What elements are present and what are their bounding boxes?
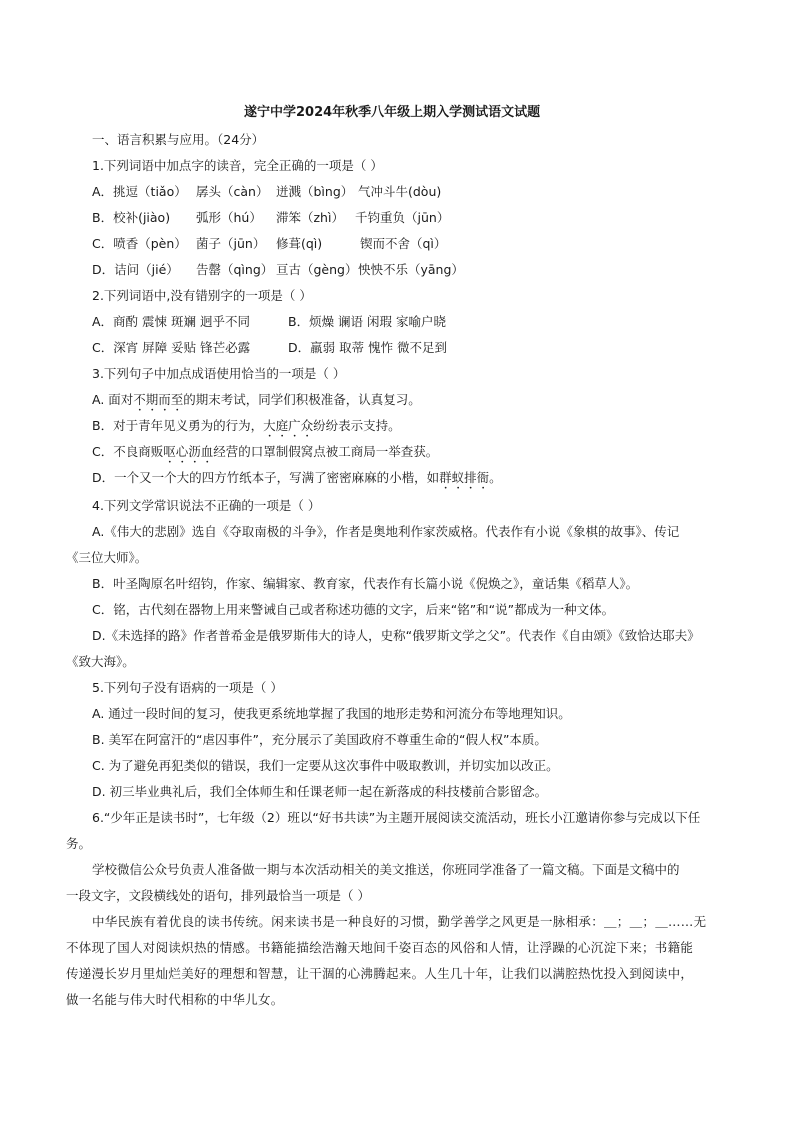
q1-a-2: 孱头（càn） [196,184,269,199]
q3-a-idiom: 不期而至 [133,392,184,407]
q3-d-idiom: 群蚁排衙 [439,470,490,485]
q5-stem: 5.下列句子没有语病的一项是（ ） [92,680,283,695]
q4-option-b: B．叶圣陶原名叶绍钧，作家、编辑家、教育家，代表作有长篇小说《倪焕之》，童话集《稻草人》。 [92,576,639,591]
q3-option-b [92,417,401,440]
q3-d-post: 。 [489,470,502,485]
q1-stem: 1.下列词语中加点字的读音，完全正确的一项是（ ） [92,158,383,173]
q1-b-3: 滞笨（zhì） [276,210,344,225]
q3-a-post: 的期末考试，同学们积极准备，认真复习。 [183,392,421,407]
q3-c-idiom: 呕心沥血 [163,444,214,459]
q5-option-d: D. 初三毕业典礼后，我们全体师生和任课老师一起在新落成的科技楼前合影留念。 [92,784,548,799]
q5-option-a: A. 通过一段时间的复习，使我更系统地掌握了我国的地形走势和河流分布等地理知识。 [92,706,571,721]
q1-b-1: B．校补(jiào) [92,210,171,225]
q3-b-pre: B．对于青年见义勇为的行为， [92,418,264,433]
q1-c-2: 菌子（jūn） [196,236,266,251]
q2-stem: 2.下列词语中,没有错别字的一项是（ ） [92,288,312,303]
q3-option-a [92,391,421,414]
q6-stem-line1: 6.“少年正是读书时”，七年级（2）班以“好书共读”为主题开展阅读交流活动，班长小江邀请你参与完成以下任 [92,810,701,825]
q4-option-d-line2: 《致大海》。 [66,654,135,669]
q2-option-a: A．商酌 震悚 斑斓 迥乎不同 [92,314,250,329]
q3-stem: 3.下列句子中加点成语使用恰当的一项是（ ） [92,366,346,381]
q1-b-2: 弧形（hú） [196,210,262,225]
q1-c-4: 锲而不舍（qì） [360,236,447,251]
q1-a-3: 迸溅（bìng） [276,184,354,199]
exam-title: 遂宁中学2024年秋季八年级上期入学测试语文试题 [244,105,541,120]
q1-c-1: C．喷香（pèn） [92,236,187,251]
section-heading: 一、语言积累与应用。（24分） [92,132,265,147]
q1-b-4: 千钧重负（jūn） [355,210,450,225]
q6-task-line2: 一段文字，文段横线处的语句，排列最恰当一项是（ ） [66,888,370,903]
q5-option-b: B. 美军在阿富汗的“虐囚事件”，充分展示了美国政府不尊重生命的“假人权”本质。 [92,732,547,747]
q3-b-post: 纷纷表示支持。 [313,418,401,433]
q2-option-d: D．羸弱 取蒂 愧怍 微不足到 [288,340,448,355]
q3-c-pre: C．不良商贩 [92,444,164,459]
q4-option-c: C．铭，古代刻在器物上用来警诫自己或者称述功德的文字，后来“铭”和“说”都成为一种文体。 [92,602,615,617]
q2-option-c: C．深宵 屏障 妥贴 锋芒必露 [92,340,251,355]
q3-a-pre: A. 面对 [92,392,134,407]
q1-a-4: 气冲斗牛(dòu) [358,184,442,199]
q3-d-pre: D．一个又一个大的四方竹纸本子，写满了密密麻麻的小楷，如 [92,470,440,485]
q6-passage-line1: 中华民族有着优良的读书传统。闲来读书是一种良好的习惯，勤学善学之风更是一脉相承：＿；＿；＿……无 [92,914,707,929]
q3-b-idiom: 大庭广众 [263,418,314,433]
q1-d-2: 告罄（qìng） [196,262,274,277]
q1-d-1: D．诘问（jié） [92,262,179,277]
q1-c-3: 修葺(qì) [276,236,323,251]
q6-task-line1: 学校微信公众号负责人准备做一期与本次活动相关的美文推送，你班同学准备了一篇文稿。下面是文稿中的 [92,862,680,877]
q4-option-d-line1: D.《未选择的路》作者普希金是俄罗斯伟大的诗人，史称“俄罗斯文学之父”。代表作《自由颂》《致恰达耶夫》 [92,628,700,643]
q3-option-d [92,469,502,492]
q6-passage-line4: 做一名能与伟大时代相称的中华儿女。 [66,992,284,1007]
q1-a-1: A．挑逗（tiǎo） [92,184,187,199]
q1-d-4: 怏怏不乐（yāng） [358,262,464,277]
q6-passage-line2: 不体现了国人对阅读炽热的情感。书籍能描绘浩瀚天地间千姿百态的风俗和人情，让浮躁的心沉淀下来；书籍能 [66,940,694,955]
q3-option-c [92,443,438,466]
q5-option-c: C. 为了避免再犯类似的错误，我们一定要从这次事件中吸取教训，并切实加以改正。 [92,758,559,773]
q1-d-3: 亘古（gèng） [276,262,358,277]
q4-option-a-line1: A.《伟大的悲剧》选自《夺取南极的斗争》，作者是奥地利作家茨威格。代表作有小说《象棋的故事》、传记 [92,524,680,539]
q6-passage-line3: 传递漫长岁月里灿烂美好的理想和智慧，让干涸的心沸腾起来。人生几十年，让我们以满腔热忱投入到阅读中， [66,966,694,981]
q3-c-post: 经营的口罩制假窝点被工商局一举查获。 [213,444,439,459]
q2-option-b: B．烦燥 谰语 闲瑕 家喻户晓 [288,314,446,329]
q4-stem: 4.下列文学常识说法不正确的一项是（ ） [92,498,321,513]
q4-option-a-line2: 《三位大师》。 [66,550,148,565]
q6-stem-line2: 务。 [66,836,92,851]
